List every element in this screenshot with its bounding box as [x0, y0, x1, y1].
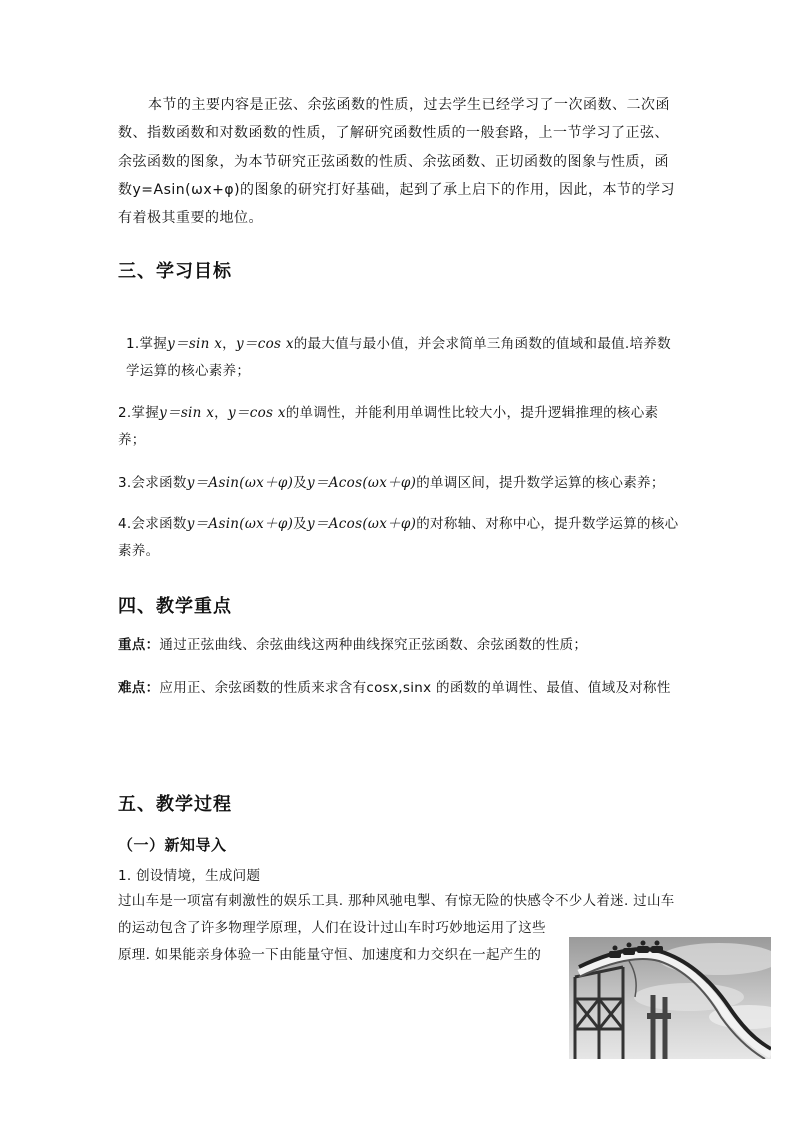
- key-point: [118, 632, 680, 659]
- formula: y＝sin x: [159, 405, 215, 421]
- formula: y＝Acos(ωx＋φ): [307, 475, 417, 491]
- difficult-point: [118, 675, 680, 702]
- subsection-heading: （一）新知导入: [118, 836, 227, 854]
- section-3-heading: 三、学习目标: [118, 261, 232, 282]
- objective-3: 3.会求函数y＝Asin(ωx＋φ)及y＝Acos(ωx＋φ)的单调区间，提升数学运算的核心素养；: [118, 475, 665, 491]
- formula: y＝cos x: [227, 405, 286, 421]
- formula: y＝Asin(ωx＋φ): [186, 516, 294, 532]
- roller-coaster-photo: [569, 937, 771, 1059]
- key-point-label: 重点：: [118, 637, 160, 653]
- section-4-heading: 四、教学重点: [118, 596, 232, 617]
- key-point-text: 通过正弦曲线、余弦曲线这两种曲线探究正弦函数、余弦函数的性质；: [159, 637, 588, 653]
- step-heading: 1. 创设情境，生成问题: [118, 868, 261, 884]
- body-line-2: 的运动包含了许多物理学原理，人们在设计过山车时巧妙地运用了这些: [118, 920, 546, 936]
- body-line-3: 原理. 如果能亲身体验一下由能量守恒、加速度和力交织在一起产生的: [118, 947, 542, 963]
- objective-4: 4.会求函数y＝Asin(ωx＋φ)及y＝Acos(ωx＋φ)的对称轴、对称中心，提升数学运算的核心素养。: [118, 516, 679, 559]
- formula: y＝Asin(ωx＋φ): [186, 475, 294, 491]
- section-5-heading: 五、教学过程: [118, 794, 232, 815]
- difficult-point-text: 应用正、余弦函数的性质来求含有cosx,sinx 的函数的单调性、最值、值域及对称性: [159, 680, 671, 696]
- body-line-1: 过山车是一项富有刺激性的娱乐工具. 那种风驰电掣、有惊无险的快感令不少人着迷. 过山车: [118, 893, 675, 909]
- objective-1: 1.掌握y＝sin x，y＝cos x的最大值与最小值，并会求简单三角函数的值域和最值.培养数学运算的核心素养；: [126, 336, 671, 379]
- objective-2: 2.掌握y＝sin x，y＝cos x的单调性，并能利用单调性比较大小，提升逻辑推理的核心素养；: [118, 405, 659, 448]
- formula: y＝Acos(ωx＋φ): [307, 516, 417, 532]
- formula: y＝cos x: [235, 336, 294, 352]
- intro-paragraph: 本节的主要内容是正弦、余弦函数的性质，过去学生已经学习了一次函数、二次函数、指数函数和对数函数的性质，了解研究函数性质的一般套路，上一节学习了正弦、余弦函数的图象，为本节研究正弦函数的性质、余弦函数、正切函数的图象与性质，函数y=Asin(ωx+φ)的图象的研究打好基础，起到了承上启下的作用，因此，本节的学习有着极其重要的地位。: [118, 97, 676, 227]
- difficult-point-label: 难点：: [118, 680, 160, 696]
- formula: y＝sin x: [167, 336, 223, 352]
